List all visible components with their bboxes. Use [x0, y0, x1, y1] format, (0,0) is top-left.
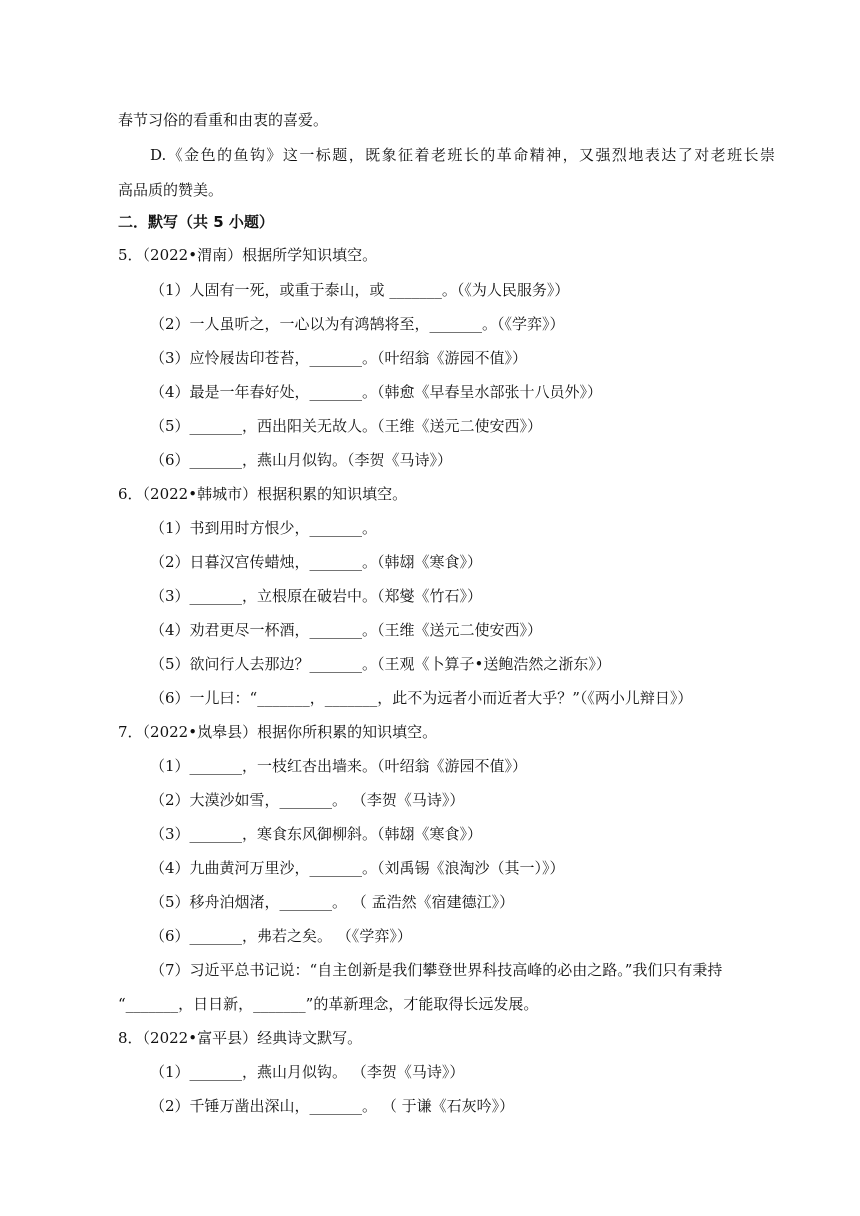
question-item: （4）劝君更尽一杯酒，_______。（王维《送元二使安西》） [150, 621, 543, 639]
question-item: （4）最是一年春好处，_______。（韩愈《早春呈水部张十八员外》） [150, 383, 603, 401]
question-item: （1）_______，燕山月似钩。 （李贺《马诗》） [150, 1063, 465, 1081]
question-item: （4）九曲黄河万里沙，_______。（刘禹锡《浪淘沙（其一）》） [150, 859, 565, 877]
question-item: （1）人固有一死，或重于泰山，或 _______。（《为人民服务》） [150, 281, 570, 299]
question-heading: 8．（2022•富平县）经典诗文默写。 [118, 1029, 363, 1047]
text-line: 高品质的赞美。 [118, 181, 224, 199]
text-line: 春节习俗的看重和由衷的喜爱。 [118, 111, 329, 129]
question-heading: 5．（2022•渭南）根据所学知识填空。 [118, 246, 378, 264]
question-item: （5）_______，西出阳关无故人。（王维《送元二使安西》） [150, 417, 543, 435]
question-item: （6）_______，弗若之矣。 （《学弈》） [150, 927, 412, 945]
text-line: D.《金色的鱼钩》这一标题，既象征着老班长的革命精神，又强烈地表达了对老班长崇 [150, 146, 775, 164]
question-item: （1）_______，一枝红杏出墙来。（叶绍翁《游园不值》） [150, 757, 528, 775]
question-item: （3）_______，寒食东风御柳斜。（韩翃《寒食》） [150, 825, 483, 843]
question-heading: 6．（2022•韩城市）根据积累的知识填空。 [118, 485, 408, 503]
question-item-continuation: “_______，日日新，_______”的革新理念，才能取得长远发展。 [118, 995, 539, 1013]
question-item: （2）日暮汉宫传蜡烛，_______。（韩翃《寒食》） [150, 553, 483, 571]
question-item: （6）_______，燕山月似钩。（李贺《马诗》） [150, 451, 453, 469]
question-heading: 7．（2022•岚皋县）根据你所积累的知识填空。 [118, 723, 438, 741]
question-item: （3）应怜屐齿印苍苔，_______。（叶绍翁《游园不值》） [150, 349, 528, 367]
question-item: （2）千锤万凿出深山，_______。 （ 于谦《石灰吟》） [150, 1097, 515, 1115]
question-item: （2）大漠沙如雪，_______。 （李贺《马诗》） [150, 791, 465, 809]
question-item: （5）欲问行人去那边？_______。（王观《卜算子•送鲍浩然之浙东》） [150, 655, 611, 673]
question-item: （5）移舟泊烟渚，_______。 （ 孟浩然《宿建德江》） [150, 893, 515, 911]
question-item: （1）书到用时方恨少，_______。 [150, 519, 378, 537]
question-item: （6）一儿曰：“_______，_______，此不为远者小而近者大乎？”（《两小儿辩日》） [150, 689, 693, 707]
section-heading: 二．默写（共 5 小题） [118, 213, 274, 231]
question-item: （3）_______，立根原在破岩中。（郑燮《竹石》） [150, 587, 483, 605]
question-item: （2）一人虽听之，一心以为有鸿鹄将至，_______。（《学弈》） [150, 315, 565, 333]
question-item: （7）习近平总书记说：“自主创新是我们攀登世界科技高峰的必由之路。”我们只有秉持 [150, 961, 723, 979]
